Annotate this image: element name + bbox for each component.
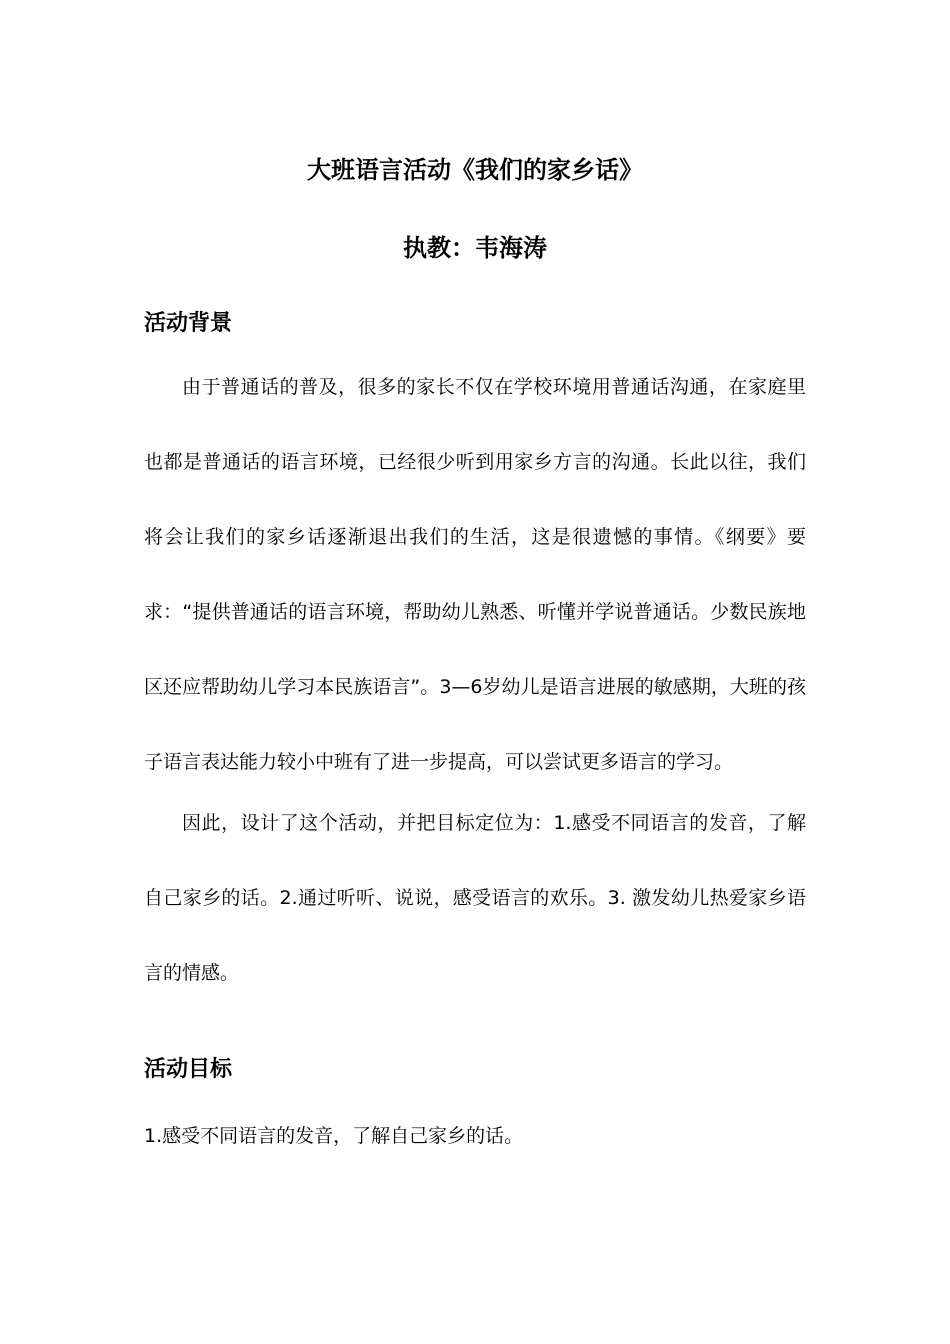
section-heading-goals: 活动目标	[144, 1057, 233, 1082]
background-paragraph-2: 因此，设计了这个活动，并把目标定位为：1.感受不同语言的发音，了解自己家乡的话。2.通过听听、说说，感受语言的欢乐。3. 激发幼儿热爱家乡语言的情感。	[144, 812, 806, 984]
section-heading-background: 活动背景	[144, 311, 233, 336]
background-paragraph-1: 由于普通话的普及，很多的家长不仅在学校环境用普通话沟通，在家庭里也都是普通话的语言环境，已经很少听到用家乡方言的沟通。长此以往，我们将会让我们的家乡话逐渐退出我们的生活，这是很遗憾的事情。《纲要》要求：“提供普通话的语言环境，帮助幼儿熟悉、听懂并学说普通话。少数民族地区还应帮助幼儿学习本民族语言”。3—6岁幼儿是语言进展的敏感期，大班的孩子语言表达能力较小中班有了进一步提高，可以尝试更多语言的学习。	[144, 376, 806, 773]
document-title: 大班语言活动《我们的家乡话》	[307, 155, 643, 184]
teacher-line: 执教：韦海涛	[403, 233, 547, 262]
goal-item-1: 1.感受不同语言的发音，了解自己家乡的话。	[144, 1125, 524, 1147]
